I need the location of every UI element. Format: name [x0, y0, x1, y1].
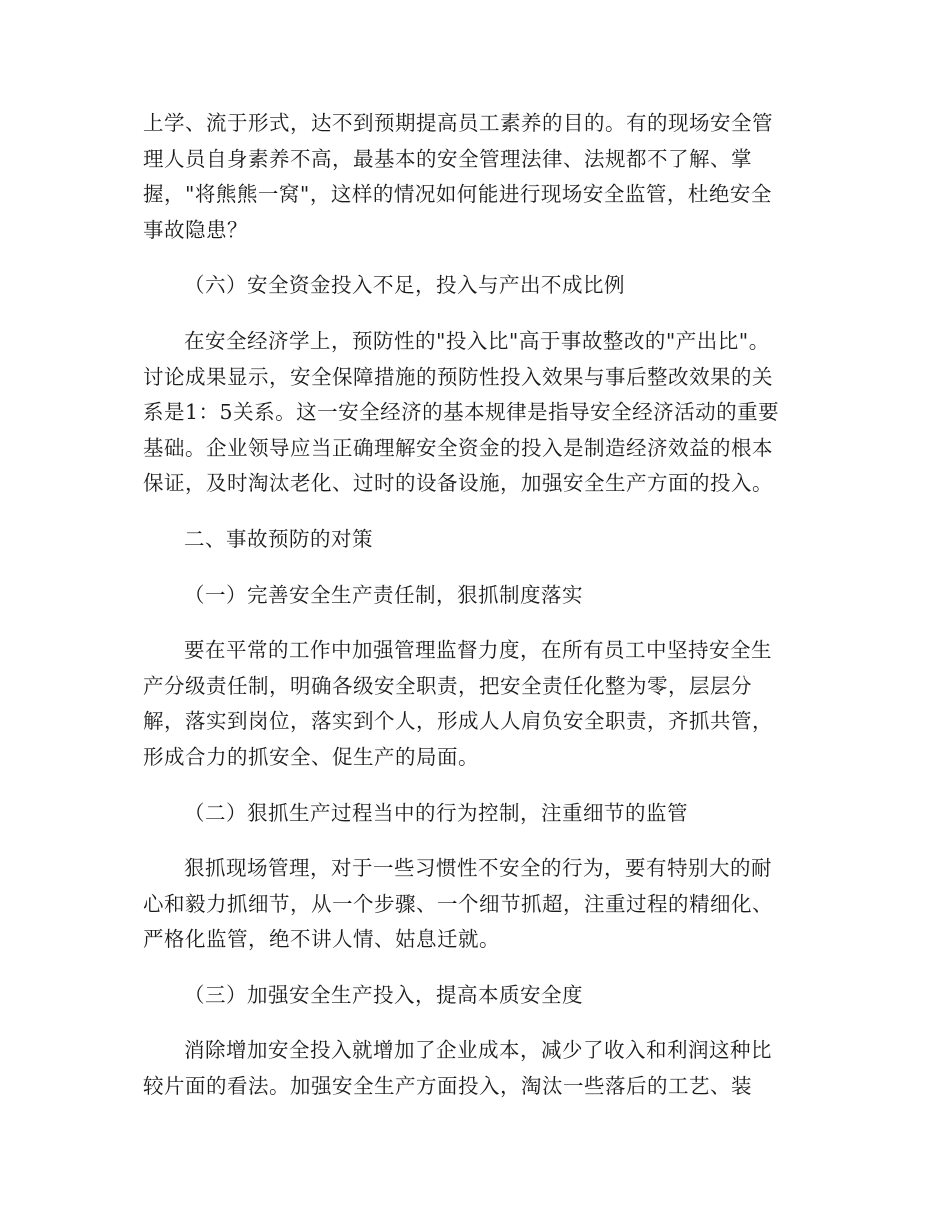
section-heading: [143, 268, 813, 304]
section-heading: [143, 578, 813, 614]
text-line: 理人员自身素养不高，最基本的安全管理法律、法规都不了解、掌: [143, 146, 752, 171]
section-heading: [143, 796, 813, 832]
text-line: 二、事故预防的对策: [184, 526, 373, 551]
text-line: 狠抓现场管理，对于一些习惯性不安全的行为，要有特别大的耐: [184, 856, 772, 881]
text-line: 心和毅力抓细节，从一个步骤、一个细节抓超，注重过程的精细化、: [143, 891, 773, 916]
text-line: （一）完善安全生产责任制，狠抓制度落实: [184, 582, 583, 607]
body-paragraph: [143, 106, 813, 248]
text-line: 严格化监管，绝不讲人情、姑息迁就。: [143, 927, 500, 952]
text-line: 较片面的看法。加强安全生产方面投入，淘汰一些落后的工艺、装: [143, 1074, 752, 1099]
text-line: （六）安全资金投入不足，投入与产出不成比例: [184, 273, 625, 298]
text-line: 讨论成果显示，安全保障措施的预防性投入效果与事后整改效果的关: [143, 364, 773, 389]
text-line: 保证，及时淘汰老化、过时的设备设施，加强安全生产方面的投入。: [143, 471, 773, 496]
text-line: 握，"将熊熊一窝"，这样的情况如何能进行现场安全监管，杜绝安全: [143, 182, 772, 207]
section-heading: [143, 978, 813, 1014]
text-line: 上学、流于形式，达不到预期提高员工素养的目的。有的现场安全管: [143, 111, 773, 135]
text-line: 消除增加安全投入就增加了企业成本，减少了收入和利润这种比: [184, 1038, 772, 1063]
body-paragraph: [143, 1033, 813, 1104]
body-paragraph: [143, 851, 813, 958]
document-body: [143, 106, 813, 1125]
body-paragraph: [143, 324, 813, 502]
text-line: 要在平常的工作中加强管理监督力度，在所有员工中坚持安全生: [184, 638, 772, 663]
text-line: （二）狠抓生产过程当中的行为控制，注重细节的监管: [184, 800, 688, 825]
text-line: 事故隐患？: [143, 217, 248, 242]
text-line: 形成合力的抓安全、促生产的局面。: [143, 744, 479, 769]
text-line: 在安全经济学上，预防性的"投入比"高于事故整改的"产出比"。: [184, 328, 770, 353]
body-paragraph: [143, 633, 813, 775]
text-line: 解，落实到岗位，落实到个人，形成人人肩负安全职责，齐抓共管，: [143, 709, 773, 734]
section-heading: [143, 522, 813, 558]
text-line: 产分级责任制，明确各级安全职责，把安全责任化整为零，层层分: [143, 673, 752, 698]
text-line: 系是1：5关系。这一安全经济的基本规律是指导安全经济活动的重要: [143, 400, 780, 425]
text-line: （三）加强安全生产投入，提高本质安全度: [184, 982, 583, 1007]
text-line: 基础。企业领导应当正确理解安全资金的投入是制造经济效益的根本: [143, 435, 773, 460]
